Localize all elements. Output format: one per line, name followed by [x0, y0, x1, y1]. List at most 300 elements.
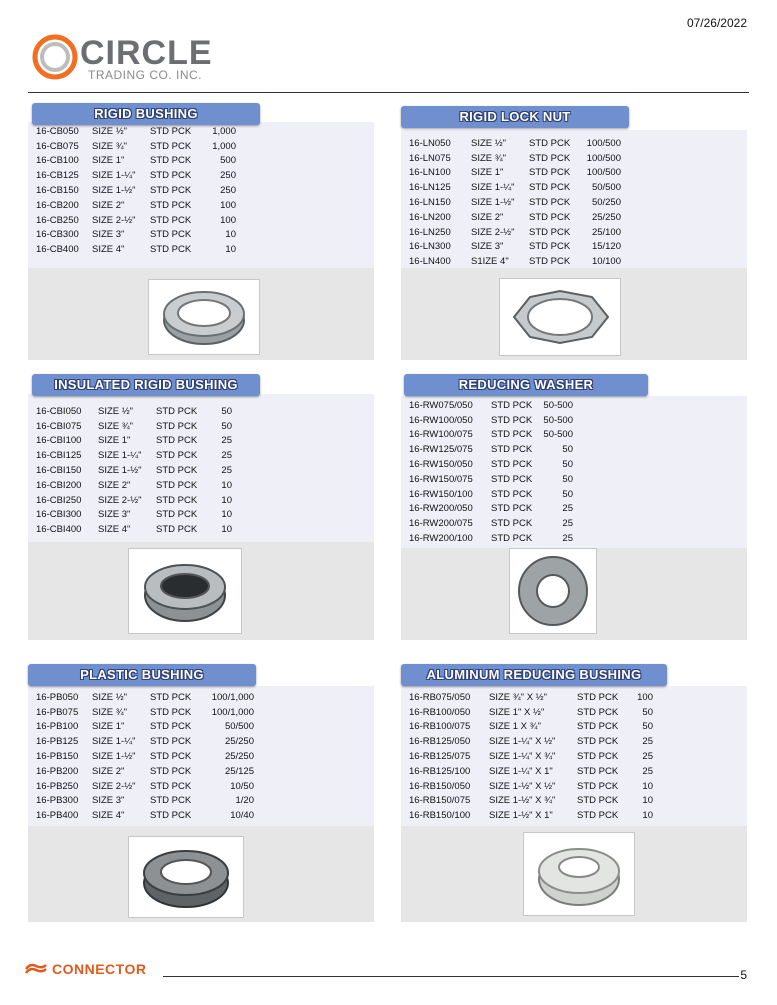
pack-quantity: 25/250: [591, 211, 621, 223]
table-row: [36, 478, 232, 493]
table-row: [36, 508, 232, 523]
rigid-bushing-photo: [148, 279, 260, 355]
size-label: SIZE 4": [98, 524, 131, 536]
part-number: 16-CB300: [36, 229, 79, 241]
table-row: [36, 168, 236, 183]
pack-label: STD PCK: [529, 182, 571, 194]
logo-subtitle: TRADING CO. INC.: [88, 68, 203, 82]
pack-quantity: 25/250: [224, 751, 254, 763]
pack-label: STD PCK: [577, 736, 619, 748]
part-number: 16-CBI125: [36, 450, 82, 462]
rigid-bushing-header: RIGID BUSHING: [32, 103, 260, 125]
pack-quantity: 100: [220, 199, 236, 211]
table-row: [409, 516, 573, 531]
pack-quantity: 100: [637, 691, 653, 703]
rigid-lock-nut-panel: [401, 130, 747, 360]
insulated-rigid-bushing-photo: [128, 548, 242, 634]
pack-quantity: 10: [225, 229, 236, 241]
pack-label: STD PCK: [150, 229, 192, 241]
table-row: [36, 749, 254, 764]
aluminum-reducing-bushing-table: [409, 690, 653, 823]
pack-label: STD PCK: [577, 721, 619, 733]
pack-quantity: 25/250: [224, 736, 254, 748]
pack-label: STD PCK: [150, 155, 192, 167]
pack-quantity: 100/500: [586, 137, 621, 149]
plastic-bushing-panel: [28, 686, 374, 922]
table-row: [36, 154, 236, 169]
pack-label: STD PCK: [156, 465, 198, 477]
table-row: [36, 794, 254, 809]
part-number: 16-PB125: [36, 736, 79, 748]
pack-quantity: 50: [562, 459, 573, 471]
rigid-lock-nut-header: RIGID LOCK NUT: [401, 106, 629, 128]
table-row: [409, 764, 653, 779]
reducing-washer-panel: [401, 396, 747, 640]
table-row: [409, 428, 573, 443]
reducing-washer-header: REDUCING WASHER: [404, 374, 648, 396]
size-label: SIZE 1 X ¾": [489, 721, 541, 733]
table-row: [409, 794, 653, 809]
size-label: SIZE 2": [98, 479, 131, 491]
part-number: 16-RB125/075: [409, 751, 471, 763]
table-row: [36, 448, 232, 463]
pack-quantity: 50: [221, 420, 232, 432]
size-label: SIZE 3": [98, 509, 131, 521]
lock-nut-image-icon: [500, 279, 620, 355]
part-number: 16-RW200/100: [409, 533, 473, 545]
pack-quantity: 50: [562, 488, 573, 500]
pack-label: STD PCK: [577, 780, 619, 792]
size-label: SIZE ½": [98, 405, 134, 417]
pack-label: STD PCK: [150, 244, 192, 256]
pack-quantity: 10/100: [591, 256, 621, 268]
table-row: [36, 779, 254, 794]
part-number: 16-RB100/075: [409, 721, 471, 733]
part-number: 16-RW200/050: [409, 503, 473, 515]
table-row: [409, 531, 573, 546]
reducing-washer-image-icon: [510, 549, 596, 633]
pack-label: STD PCK: [150, 170, 192, 182]
aluminum-bushing-image-icon: [524, 833, 634, 915]
pack-label: STD PCK: [491, 473, 533, 485]
part-number: 16-RB125/100: [409, 765, 471, 777]
part-number: 16-CBI100: [36, 435, 82, 447]
pack-quantity: 50: [642, 721, 653, 733]
pack-quantity: 50/250: [591, 197, 621, 209]
size-label: S1IZE 4": [471, 256, 509, 268]
part-number: 16-CBI400: [36, 524, 82, 536]
table-row: [409, 808, 653, 823]
aluminum-reducing-bushing-photo: [523, 832, 635, 916]
table-row: [409, 195, 621, 210]
pack-quantity: 50: [562, 444, 573, 456]
pack-label: STD PCK: [150, 691, 192, 703]
pack-quantity: 10: [642, 795, 653, 807]
pack-quantity: 250: [220, 170, 236, 182]
size-label: SIZE 1": [92, 721, 125, 733]
insulated-bushing-image-icon: [129, 549, 241, 633]
part-number: 16-LN300: [409, 241, 451, 253]
size-label: SIZE 2-½": [92, 780, 136, 792]
pack-quantity: 100/1,000: [211, 691, 254, 703]
connector-brand: [24, 961, 146, 977]
part-number: 16-CBI250: [36, 494, 82, 506]
rigid-bushing-panel: [28, 122, 374, 360]
size-label: SIZE 2": [471, 211, 504, 223]
size-label: SIZE 1-¼": [98, 450, 142, 462]
pack-label: STD PCK: [577, 751, 619, 763]
pack-label: STD PCK: [529, 137, 571, 149]
pack-label: STD PCK: [150, 795, 192, 807]
pack-label: STD PCK: [577, 765, 619, 777]
pack-label: STD PCK: [529, 167, 571, 179]
part-number: 16-CB400: [36, 244, 79, 256]
part-number: 16-CBI150: [36, 465, 82, 477]
table-row: [36, 705, 254, 720]
table-row: [409, 705, 653, 720]
table-row: [36, 493, 232, 508]
pack-quantity: 25: [562, 533, 573, 545]
connector-brand-name: CONNECTOR: [52, 961, 147, 977]
table-row: [36, 183, 236, 198]
pack-label: STD PCK: [491, 444, 533, 456]
aluminum-reducing-bushing-panel: [401, 686, 747, 922]
pack-quantity: 1,000: [212, 140, 236, 152]
table-row: [409, 136, 621, 151]
table-row: [36, 198, 236, 213]
aluminum-reducing-bushing-header: ALUMINUM REDUCING BUSHING: [401, 664, 667, 686]
size-label: SIZE ¾" X ½": [489, 691, 547, 703]
pack-label: STD PCK: [156, 450, 198, 462]
pack-label: STD PCK: [156, 509, 198, 521]
pack-label: STD PCK: [577, 691, 619, 703]
pack-quantity: 25: [221, 435, 232, 447]
table-row: [36, 522, 232, 537]
pack-quantity: 100/500: [586, 152, 621, 164]
table-row: [409, 690, 653, 705]
header-divider: [28, 92, 749, 93]
part-number: 16-LN400: [409, 256, 451, 268]
size-label: SIZE 1-¼": [471, 182, 515, 194]
pack-quantity: 25: [642, 736, 653, 748]
pack-quantity: 25/100: [591, 226, 621, 238]
pack-quantity: 10: [642, 780, 653, 792]
circle-logo-icon: [32, 34, 78, 80]
table-row: [409, 502, 573, 517]
size-label: SIZE 1-½": [98, 465, 142, 477]
table-row: [36, 463, 232, 478]
table-row: [36, 139, 236, 154]
pack-label: STD PCK: [577, 706, 619, 718]
pack-quantity: 50-500: [543, 429, 573, 441]
table-row: [409, 457, 573, 472]
size-label: SIZE 1-¼" X ¾": [489, 751, 556, 763]
part-number: 16-CBI050: [36, 405, 82, 417]
pack-label: STD PCK: [156, 435, 198, 447]
part-number: 16-RW200/075: [409, 518, 473, 530]
part-number: 16-RW150/050: [409, 459, 473, 471]
pack-quantity: 50: [642, 706, 653, 718]
part-number: 16-RB150/100: [409, 810, 471, 822]
pack-label: STD PCK: [529, 256, 571, 268]
pack-label: STD PCK: [150, 810, 192, 822]
insulated-rigid-bushing-table: [36, 404, 232, 537]
logo-name: CIRCLE: [80, 34, 213, 72]
part-number: 16-RW075/050: [409, 399, 473, 411]
pack-label: STD PCK: [529, 241, 571, 253]
table-row: [409, 166, 621, 181]
rigid-lock-nut-photo: [499, 278, 621, 356]
part-number: 16-CB150: [36, 185, 79, 197]
pack-label: STD PCK: [529, 211, 571, 223]
size-label: SIZE 2-½": [471, 226, 515, 238]
pack-quantity: 10: [642, 810, 653, 822]
part-number: 16-PB200: [36, 765, 79, 777]
insulated-rigid-bushing-header: INSULATED RIGID BUSHING: [32, 374, 260, 396]
table-row: [36, 228, 236, 243]
part-number: 16-PB150: [36, 751, 79, 763]
connector-logo-icon: [24, 963, 48, 975]
part-number: 16-LN200: [409, 211, 451, 223]
table-row: [36, 213, 236, 228]
pack-label: STD PCK: [150, 125, 192, 137]
part-number: 16-CBI300: [36, 509, 82, 521]
size-label: SIZE ½": [92, 125, 128, 137]
pack-quantity: 10: [221, 509, 232, 521]
pack-quantity: 15/120: [591, 241, 621, 253]
part-number: 16-CB200: [36, 199, 79, 211]
part-number: 16-RB150/075: [409, 795, 471, 807]
part-number: 16-PB250: [36, 780, 79, 792]
size-label: SIZE ¾": [92, 706, 128, 718]
pack-quantity: 10: [221, 524, 232, 536]
table-row: [409, 210, 621, 225]
table-row: [36, 404, 232, 419]
size-label: SIZE ½": [471, 137, 507, 149]
table-row: [409, 749, 653, 764]
part-number: 16-CBI075: [36, 420, 82, 432]
rigid-bushing-table: [36, 124, 236, 257]
part-number: 16-RB100/050: [409, 706, 471, 718]
table-row: [36, 720, 254, 735]
pack-quantity: 25: [562, 503, 573, 515]
table-row: [36, 690, 254, 705]
size-label: SIZE 1-½" X 1": [489, 810, 553, 822]
pack-label: STD PCK: [156, 479, 198, 491]
part-number: 16-CB125: [36, 170, 79, 182]
pack-quantity: 50: [562, 473, 573, 485]
plastic-bushing-image-icon: [129, 837, 243, 917]
size-label: SIZE 1": [98, 435, 131, 447]
pack-label: STD PCK: [150, 199, 192, 211]
table-row: [36, 734, 254, 749]
size-label: SIZE ¾": [98, 420, 134, 432]
insulated-rigid-bushing-panel: [28, 394, 374, 640]
table-row: [409, 240, 621, 255]
part-number: 16-CB075: [36, 140, 79, 152]
part-number: 16-RB150/050: [409, 780, 471, 792]
reducing-washer-photo: [509, 548, 597, 634]
size-label: SIZE ¾": [92, 140, 128, 152]
pack-label: STD PCK: [491, 533, 533, 545]
pack-quantity: 250: [220, 185, 236, 197]
table-row: [409, 398, 573, 413]
table-row: [409, 779, 653, 794]
size-label: SIZE ½": [92, 691, 128, 703]
part-number: 16-PB075: [36, 706, 79, 718]
size-label: SIZE 1-¼" X ½": [489, 736, 556, 748]
size-label: SIZE 2": [92, 765, 125, 777]
plastic-bushing-header: PLASTIC BUSHING: [28, 664, 256, 686]
pack-label: STD PCK: [491, 503, 533, 515]
pack-label: STD PCK: [491, 459, 533, 471]
pack-quantity: 1,000: [212, 125, 236, 137]
size-label: SIZE 3": [92, 229, 125, 241]
pack-label: STD PCK: [529, 226, 571, 238]
part-number: 16-RW150/075: [409, 473, 473, 485]
pack-label: STD PCK: [150, 736, 192, 748]
rigid-bushing-image-icon: [149, 280, 259, 354]
size-label: SIZE 1-½": [92, 185, 136, 197]
part-number: 16-RW100/050: [409, 414, 473, 426]
pack-label: STD PCK: [150, 765, 192, 777]
part-number: 16-RB125/050: [409, 736, 471, 748]
part-number: 16-PB300: [36, 795, 79, 807]
part-number: 16-CBI200: [36, 479, 82, 491]
table-row: [36, 764, 254, 779]
pack-quantity: 500: [220, 155, 236, 167]
part-number: 16-LN125: [409, 182, 451, 194]
pack-label: STD PCK: [156, 524, 198, 536]
page-number: 5: [740, 968, 747, 982]
part-number: 16-PB400: [36, 810, 79, 822]
size-label: SIZE 1": [92, 155, 125, 167]
size-label: SIZE 3": [471, 241, 504, 253]
pack-label: STD PCK: [150, 721, 192, 733]
pack-quantity: 25: [562, 518, 573, 530]
pack-label: STD PCK: [150, 140, 192, 152]
part-number: 16-CB050: [36, 125, 79, 137]
pack-label: STD PCK: [491, 399, 533, 411]
pack-quantity: 25: [642, 751, 653, 763]
part-number: 16-LN100: [409, 167, 451, 179]
pack-quantity: 1/20: [235, 795, 254, 807]
table-row: [36, 808, 254, 823]
part-number: 16-LN050: [409, 137, 451, 149]
part-number: 16-LN075: [409, 152, 451, 164]
size-label: SIZE ¾": [471, 152, 507, 164]
size-label: SIZE 1" X ½": [489, 706, 545, 718]
plastic-bushing-photo: [128, 836, 244, 918]
table-row: [36, 242, 236, 257]
size-label: SIZE 1-¼": [92, 170, 136, 182]
pack-label: STD PCK: [529, 152, 571, 164]
size-label: SIZE 4": [92, 810, 125, 822]
pack-quantity: 10/50: [230, 780, 254, 792]
table-row: [409, 180, 621, 195]
part-number: 16-RW100/075: [409, 429, 473, 441]
table-row: [409, 720, 653, 735]
size-label: SIZE 1-¼": [92, 736, 136, 748]
pack-label: STD PCK: [491, 414, 533, 426]
size-label: SIZE 1-½": [471, 197, 515, 209]
part-number: 16-PB050: [36, 691, 79, 703]
reducing-washer-table: [409, 398, 573, 546]
pack-quantity: 25/125: [224, 765, 254, 777]
size-label: SIZE 1-¼" X 1": [489, 765, 553, 777]
pack-quantity: 10: [221, 494, 232, 506]
page-date: 07/26/2022: [686, 16, 747, 30]
pack-label: STD PCK: [156, 494, 198, 506]
table-row: [36, 124, 236, 139]
circle-trading-logo: [32, 34, 232, 86]
pack-label: STD PCK: [491, 429, 533, 441]
pack-quantity: 50: [221, 405, 232, 417]
pack-label: STD PCK: [150, 185, 192, 197]
part-number: 16-CB100: [36, 155, 79, 167]
part-number: 16-PB100: [36, 721, 79, 733]
pack-label: STD PCK: [150, 780, 192, 792]
size-label: SIZE 2": [92, 199, 125, 211]
size-label: SIZE 1": [471, 167, 504, 179]
pack-quantity: 25: [221, 465, 232, 477]
pack-quantity: 10: [225, 244, 236, 256]
part-number: 16-RW150/100: [409, 488, 473, 500]
table-row: [409, 413, 573, 428]
part-number: 16-LN150: [409, 197, 451, 209]
pack-quantity: 50/500: [591, 182, 621, 194]
table-row: [409, 254, 621, 269]
rigid-lock-nut-table: [409, 136, 621, 269]
pack-quantity: 25: [642, 765, 653, 777]
size-label: SIZE 3": [92, 795, 125, 807]
table-row: [409, 151, 621, 166]
pack-quantity: 10: [221, 479, 232, 491]
part-number: 16-LN250: [409, 226, 451, 238]
footer-divider: [163, 976, 739, 977]
size-label: SIZE 1-½": [92, 751, 136, 763]
table-row: [409, 487, 573, 502]
plastic-bushing-table: [36, 690, 254, 823]
pack-quantity: 100/1,000: [211, 706, 254, 718]
pack-label: STD PCK: [156, 405, 198, 417]
pack-quantity: 25: [221, 450, 232, 462]
size-label: SIZE 2-½": [98, 494, 142, 506]
size-label: SIZE 1-½" X ½": [489, 780, 556, 792]
pack-quantity: 50/500: [224, 721, 254, 733]
pack-quantity: 100/500: [586, 167, 621, 179]
part-number: 16-RW125/075: [409, 444, 473, 456]
size-label: SIZE 4": [92, 244, 125, 256]
pack-label: STD PCK: [491, 518, 533, 530]
pack-label: STD PCK: [150, 706, 192, 718]
pack-quantity: 100: [220, 214, 236, 226]
table-row: [409, 225, 621, 240]
pack-quantity: 50-500: [543, 399, 573, 411]
pack-label: STD PCK: [150, 751, 192, 763]
pack-label: STD PCK: [577, 795, 619, 807]
table-row: [36, 434, 232, 449]
pack-label: STD PCK: [156, 420, 198, 432]
pack-label: STD PCK: [150, 214, 192, 226]
pack-label: STD PCK: [529, 197, 571, 209]
table-row: [409, 472, 573, 487]
size-label: SIZE 1-½" X ¾": [489, 795, 556, 807]
pack-quantity: 50-500: [543, 414, 573, 426]
table-row: [409, 442, 573, 457]
part-number: 16-RB075/050: [409, 691, 471, 703]
part-number: 16-CB250: [36, 214, 79, 226]
